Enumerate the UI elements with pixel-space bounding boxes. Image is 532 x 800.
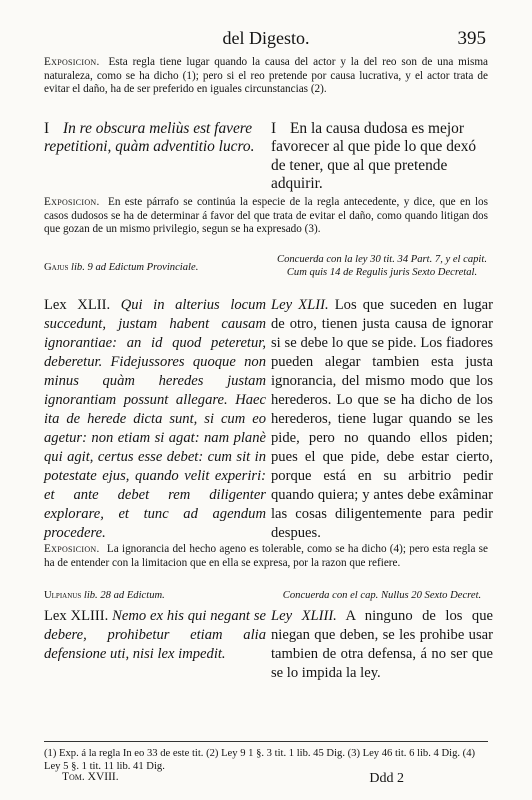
source-author: Gajus: [44, 262, 69, 273]
source-author: Ulpianus: [44, 590, 82, 601]
spanish-law-text: Los que suceden en lugar de otro, tienen justa causa de ignorar si se debe lo que se pide. Los fiadores pueden alegar tambien esta justa ignorancia, del mismo modo que los herederos. Lo que se ha dicho de los herederos, tiene lugar quando se les pide, pero no quando ellos piden; pues el que pide, debe estar cierto, porque está en su arbitrio pedir quando quiera; y antes debe exâminar las cosas diligentemente para pedir despues.: [271, 297, 493, 541]
spanish-law-text: A ninguno de los que niegan que deben, se les prohibe usar tambien de otra defensa, á no ser que se lo impida la ley.: [271, 608, 494, 681]
exposicion-paragraph-2: [44, 196, 488, 237]
latin-rule-text: In re obscura meliùs est favere repetitioni, quàm adventitio lucro.: [44, 120, 255, 156]
law-title: Ley XLIII.: [271, 608, 337, 624]
spanish-rule-1: [271, 120, 493, 194]
latin-law-43: [44, 607, 266, 664]
latin-law-text: Qui in alterius locum succedunt, justam habent causam ignorantiae: an id quod peteretur, deberetur. Fidejussores quoque non minus quàm heredes justam ignorantiam possunt allegare. Haec ita de herede dicta sunt, si cum eo agetur: non etiam si agat: nam planè qui agit, certus esse debet: cum sit in potestate ejus, quando velit experiri: et ante debet rem diligenter explorare, et tunc ad agendum procedere.: [44, 297, 266, 541]
rule-number: I: [271, 120, 277, 137]
source-reference: lib. 28 ad Edictum.: [83, 590, 165, 601]
exposicion-label: Exposicion.: [44, 56, 100, 68]
source-reference: lib. 9 ad Edictum Provinciale.: [71, 262, 199, 273]
exposicion-paragraph-1: [44, 56, 488, 97]
gathering-signature: Ddd 2: [369, 771, 404, 786]
spanish-law-43: [271, 607, 493, 683]
concordance-note: Concuerda con la ley 30 tit. 34 Part. 7, y el capit. Cum quis 14 de Regulis juris Sexto Decretal.: [277, 254, 487, 278]
latin-law-42: [44, 296, 266, 543]
running-title: del Digesto.: [222, 28, 310, 48]
latin-rule-1: [44, 120, 266, 157]
latin-law-text: Nemo ex his qui negant se debere, prohibetur etiam alia defensione uti, nisi lex impedit.: [44, 608, 266, 662]
exposicion-label: Exposicion.: [44, 543, 100, 555]
volume-signature: Tom. XVIII.: [62, 771, 119, 783]
law-title: Ley XLII.: [271, 297, 329, 313]
exposicion-label: Exposicion.: [44, 196, 100, 208]
exposicion-text: En este párrafo se continúa la especie de la regla antecedente, y dice, que en los casos dudosos se ha de determinar á favor del que trata de evitar el daño, como quando litigan dos que gozan de un mismo privilegio, segun se ha expresado (3).: [44, 196, 489, 236]
law-title: Lex XLII.: [44, 297, 111, 313]
page-header: [0, 28, 532, 50]
source-citation-latin: [44, 262, 266, 275]
exposicion-text: La ignorancia del hecho ageno es tolerable, como se ha dicho (4); pero esta regla se ha de entender con la limitacion que en ella se expresa, por la razon que refiere.: [44, 543, 488, 569]
concordance-note: Concuerda con el cap. Nullus 20 Sexto Decret.: [282, 590, 482, 601]
page-number: 395: [457, 28, 486, 49]
source-citation-latin: [44, 590, 266, 603]
exposicion-text: Esta regla tiene lugar quando la causa del actor y la del reo son de una misma naturaleza, como se ha dicho (1); pero si el reo pretende por causa lucrativa, y el actor trata de evitar el daño, ha de ser preferido en iguales circunstancias (2).: [44, 56, 489, 96]
law-title: Lex XLIII.: [44, 608, 109, 624]
exposicion-paragraph-3: [44, 543, 488, 570]
spanish-rule-text: En la causa dudosa es mejor favorecer al que pide lo que dexó de tener, que al que pretende adquirir.: [271, 120, 477, 193]
footnotes: (1) Exp. á la regla In eo 33 de este tit. (2) Ley 9 1 §. 3 tit. 1 lib. 45 Dig. (3) Ley 46 tit. 6 lib. 4 Dig. (4) Ley 5 §. 1 tit. 11 lib. 41 Dig.: [44, 741, 488, 773]
rule-number: I: [44, 120, 50, 137]
spanish-law-42: [271, 296, 493, 543]
